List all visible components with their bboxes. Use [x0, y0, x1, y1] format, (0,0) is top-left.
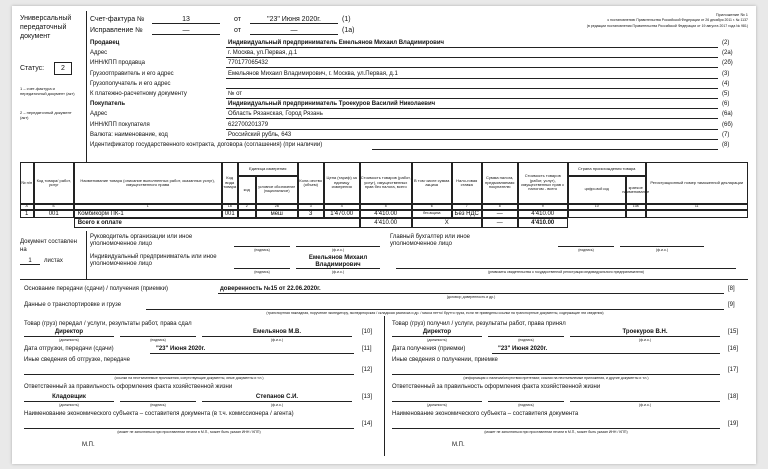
appendix-line2: (в редакции постановления Правительства Российской Федерации от 19 августа 2017 года № 981): [586, 24, 748, 28]
table-cell: 4'410.00: [360, 210, 412, 218]
accountant-fio-caption: (ф.и.о.): [655, 248, 669, 252]
right-sign-caption: (подпись): [518, 338, 534, 342]
recv-date: "23" Июня 2020г.: [498, 346, 548, 352]
col-number: 1а: [222, 204, 238, 210]
ref-15: [15]: [728, 329, 739, 335]
left-entity-hint: (может не заполняться при проставлении печати в М.П., может быть указан ИНН / КПП): [117, 430, 261, 434]
field-label: К платежно-расчетному документу: [90, 91, 187, 97]
appendix-line1: к постановлению Правительства Российской Федерации от 26 декабря 2011 г. № 1137: [607, 18, 748, 22]
total-tax: —: [482, 218, 518, 228]
left-divider: [86, 11, 87, 163]
col-number: 8: [482, 204, 518, 210]
correction-number: —: [182, 27, 190, 34]
correction-from: от: [234, 27, 241, 34]
th-unit: Единица измерения: [238, 162, 298, 176]
ref-17: [17]: [728, 367, 739, 373]
field-value: 770177065432: [228, 60, 269, 67]
field-label: Идентификатор государственного контракта, договора (соглашения) (при наличии): [90, 142, 323, 148]
col-number: 6: [412, 204, 452, 210]
table-cell: 1'470.00: [324, 210, 360, 218]
basis-hint: (договор; доверенность и др.): [446, 295, 496, 299]
table-cell: [646, 210, 748, 218]
invoice-date: "23" Июня 2020г.: [267, 16, 321, 23]
right-resp-label: Ответственный за правильность оформления факта хозяйственной жизни: [392, 384, 601, 390]
field-value: Индивидуальный предприниматель Троекуров Василий Николаевич: [228, 101, 436, 108]
correction-label: Исправление №: [90, 27, 143, 34]
table-cell: Без НДС: [452, 210, 482, 218]
appendix-title: Приложение № 1: [715, 12, 748, 17]
col-number: 2: [238, 204, 256, 210]
ref-10: [10]: [362, 329, 373, 335]
field-ref: (6): [722, 101, 730, 108]
th-country: Страна происхождения товара: [568, 162, 646, 176]
table-cell: 3: [298, 210, 324, 218]
right-resp-fio-caption: (ф.и.о.): [638, 403, 652, 407]
field-value: Российский рубль, 643: [228, 131, 292, 138]
th-country-code: цифро-вой код: [568, 176, 626, 204]
col-number: 10: [568, 204, 626, 210]
field-ref: (8): [722, 142, 730, 148]
col-number: 5: [360, 204, 412, 210]
field-ref: (4): [722, 80, 730, 87]
field-value: Индивидуальный предприниматель Емельянов Михаил Владимирович: [228, 40, 444, 46]
th-kind: Код вида товара: [222, 162, 238, 204]
col-number: 7: [452, 204, 482, 210]
head-sign-caption: (подпись): [254, 248, 270, 252]
table-cell: 4'410.00: [518, 210, 568, 218]
handed-label: Товар (груз) передал / услуги, результаты работ, права сдал: [24, 321, 192, 327]
doc-type-label: Универсальный передаточный документ: [20, 15, 72, 40]
right-entity-hint: (может не заполняться при проставлении печати в М.П., может быть указан ИНН / КПП): [484, 430, 628, 434]
table-cell: без акциза: [412, 210, 452, 218]
left-position-caption: (должность): [59, 338, 79, 342]
recv-date-label: Дата получения (приемки): [392, 346, 466, 352]
field-ref: (6б): [722, 121, 733, 128]
right-fio-caption: (ф.и.о.): [638, 338, 652, 342]
th-decl: Регистрационный номер таможенной декларации: [646, 162, 748, 204]
field-ref: (3): [722, 70, 730, 77]
field-value: 622700201379: [228, 121, 269, 128]
col-number: 4: [324, 204, 360, 210]
ship-date: "23" Июня 2020г.: [156, 346, 206, 352]
table-cell: 001: [34, 210, 74, 218]
invoice-ref: (1): [342, 16, 351, 23]
status-note-1: 1 – счет-фактура и передаточный документ (акт): [20, 86, 75, 97]
th-qty: Коли-чество (объем): [298, 162, 324, 204]
status-label: Статус:: [20, 65, 45, 72]
total-cost-w: 4'410.00: [518, 218, 568, 228]
table-cell: [568, 210, 626, 218]
col-number: А: [20, 204, 34, 210]
th-price: Цена (тариф) за единицу измерения: [324, 162, 360, 204]
ip-reqs-caption: (реквизиты свидетельства о государственной регистрации индивидуального предпринимателя): [488, 270, 644, 274]
left-entity-label: Наименование экономического субъекта – составителя документа (в т.ч. комиссионера / агента): [24, 411, 294, 417]
head-signature-label: Руководитель организации или иное уполномоченное лицо: [90, 234, 193, 247]
resp-position: Кладовщик: [52, 394, 86, 400]
field-label: ИНН/КПП покупателя: [90, 121, 150, 128]
th-code: Код товара/ работ, услуг: [34, 162, 74, 204]
left-sign-caption: (подпись): [150, 338, 166, 342]
left-position: Директор: [54, 329, 84, 335]
left-name: Емельянов М.В.: [252, 329, 302, 335]
field-ref: (6а): [722, 111, 733, 118]
right-position: Директор: [422, 329, 452, 335]
field-ref: (2б): [722, 60, 733, 67]
field-value: Область Рязанская, Город Рязань: [228, 111, 323, 118]
left-mp: М.П.: [82, 442, 95, 448]
th-country-name: краткое наименование: [626, 176, 646, 204]
field-ref: (2): [722, 40, 730, 46]
doc-pages-suffix: листах: [44, 258, 63, 264]
resp-position-caption: (должность): [59, 403, 79, 407]
resp-sign-caption: (подпись): [150, 403, 166, 407]
table-cell: —: [482, 210, 518, 218]
col-number: 2а: [256, 204, 298, 210]
basis-label: Основание передачи (сдачи) / получения (приемки): [24, 286, 168, 292]
right-resp-position-caption: (должность): [427, 403, 447, 407]
field-ref: (2а): [722, 50, 733, 57]
ref-12: [12]: [362, 367, 373, 373]
resp-fio-caption: (ф.и.о.): [270, 403, 284, 407]
field-value: № от: [228, 91, 243, 97]
th-cost-wo: Стоимость товаров (работ, услуг), имущественных прав без налога, всего: [360, 162, 412, 204]
right-mp: М.П.: [452, 442, 465, 448]
col-number: 1: [74, 204, 222, 210]
ip-fio-caption: (ф.и.о.): [331, 270, 345, 274]
field-label: Грузоотправитель и его адрес: [90, 70, 174, 77]
right-name: Троекуров В.Н.: [622, 329, 668, 335]
invoice-from: от: [234, 16, 241, 23]
total-label: Всего к оплате: [74, 218, 360, 228]
th-num: № п/п: [20, 162, 34, 204]
field-label: Покупатель: [90, 101, 126, 108]
basis-value: доверенность №15 от 22.06.2020г.: [220, 286, 321, 292]
table-cell: 001: [222, 210, 238, 218]
transport-label: Данные о транспортировке и грузе: [24, 302, 122, 308]
received-label: Товар (груз) получил / услуги, результаты работ, права принял: [392, 321, 566, 327]
correction-date: —: [290, 27, 298, 34]
col-number: 9: [518, 204, 568, 210]
col-number: 10а: [626, 204, 646, 210]
resp-name: Степанов С.И.: [255, 394, 299, 400]
table-cell: Комбикорм ПК-1: [74, 210, 222, 218]
ref-11: [11]: [362, 346, 372, 352]
correction-ref: (1а): [342, 27, 355, 34]
ip-name: Емельянов Михаил Владимирович: [308, 255, 368, 268]
right-resp-sign-caption: (подпись): [518, 403, 534, 407]
table-cell: [238, 210, 256, 218]
invoice-label: Счет-фактура №: [90, 16, 145, 23]
right-position-caption: (должность): [427, 338, 447, 342]
table-cell: 1: [20, 210, 34, 218]
right-other-label: Иные сведения о получении, приемке: [392, 357, 498, 363]
field-label: Продавец: [90, 40, 120, 46]
col-number: 3: [298, 204, 324, 210]
right-entity-label: Наименование экономического субъекта – составителя документа: [392, 411, 579, 417]
left-other-label: Иные сведения об отгрузке, передаче: [24, 357, 130, 363]
ref-16: [16]: [728, 346, 739, 352]
field-ref: (7): [722, 131, 730, 138]
basis-ref: [8]: [728, 286, 735, 292]
col-number: 11: [646, 204, 748, 210]
accountant-signature-label: Главный бухгалтер или иное уполномоченное лицо: [390, 234, 471, 247]
left-fio-caption: (ф.и.о.): [270, 338, 284, 342]
th-name: Наименование товара (описание выполненных работ, оказанных услуг), имущественного права: [74, 162, 222, 204]
ip-sign-caption: (подпись): [254, 270, 270, 274]
field-ref: (5): [722, 91, 730, 97]
col-number: Б: [34, 204, 74, 210]
field-label: Адрес: [90, 50, 108, 57]
table-cell: [626, 210, 646, 218]
th-tax: Сумма налога, предъявляемая покупателю: [482, 162, 518, 204]
field-value: Емельянов Михаил Владимирович, г. Москва, ул.Первая, д.1: [228, 70, 398, 77]
th-cost-w: Стоимость товаров (работ, услуг), имущественных прав с налогом - всего: [518, 162, 568, 204]
transport-hint: (транспортная накладная, поручение экспедитору, экспедиторская / складская расписка и др. / масса нетто/ брутто груза, если не приведены ссылки на транспортные документы, содержащие эти сведения): [266, 311, 604, 315]
left-resp-label: Ответственный за правильность оформления факта хозяйственной жизни: [24, 384, 233, 390]
ref-14: [14]: [362, 421, 373, 427]
th-unit-name: условное обозначение (национальное): [256, 176, 298, 204]
field-label: ИНН/КПП продавца: [90, 60, 146, 67]
invoice-number: 13: [182, 16, 190, 23]
right-other-hint: (информация о наличии/отсутствии претензии; ссылки на неотъемлемые приложения, и другие документы и т.п.): [463, 376, 649, 380]
th-unit-code: код: [238, 176, 256, 204]
left-other-hint: (ссылки на неотъемлемые приложения, сопутствующие документы, иные документы и т.п.): [114, 376, 264, 380]
field-label: Валюта: наименование, код: [90, 131, 168, 138]
ref-18: [18]: [728, 394, 739, 400]
accountant-sign-caption: (подпись): [578, 248, 594, 252]
status-value: 2: [54, 62, 72, 75]
transfer-divider: [384, 316, 385, 456]
ip-signature-label: Индивидуальный предприниматель или иное уполномоченное лицо: [90, 254, 217, 267]
total-cost-wo: 4'410.00: [360, 218, 412, 228]
ship-date-label: Дата отгрузки, передачи (сдачи): [24, 346, 114, 352]
field-label: Адрес: [90, 111, 108, 118]
head-fio-caption: (ф.и.о.): [331, 248, 345, 252]
transport-ref: [9]: [728, 302, 735, 308]
doc-pages-count: 1: [28, 258, 32, 264]
total-x: X: [412, 218, 482, 228]
upd-document: [12, 6, 756, 464]
field-value: г. Москва, ул.Первая, д.1: [228, 50, 298, 57]
ref-19: [19]: [728, 421, 739, 427]
field-label: Грузополучатель и его адрес: [90, 80, 171, 87]
th-excise: В том числе сумма акциза: [412, 162, 452, 204]
th-rate: Нало-говая ставка: [452, 162, 482, 204]
table-cell: меш: [256, 210, 298, 218]
doc-pages-label: Документ составлен на: [20, 239, 77, 253]
status-note-2: 2 – передаточный документ (акт): [20, 110, 72, 121]
ref-13: [13]: [362, 394, 373, 400]
